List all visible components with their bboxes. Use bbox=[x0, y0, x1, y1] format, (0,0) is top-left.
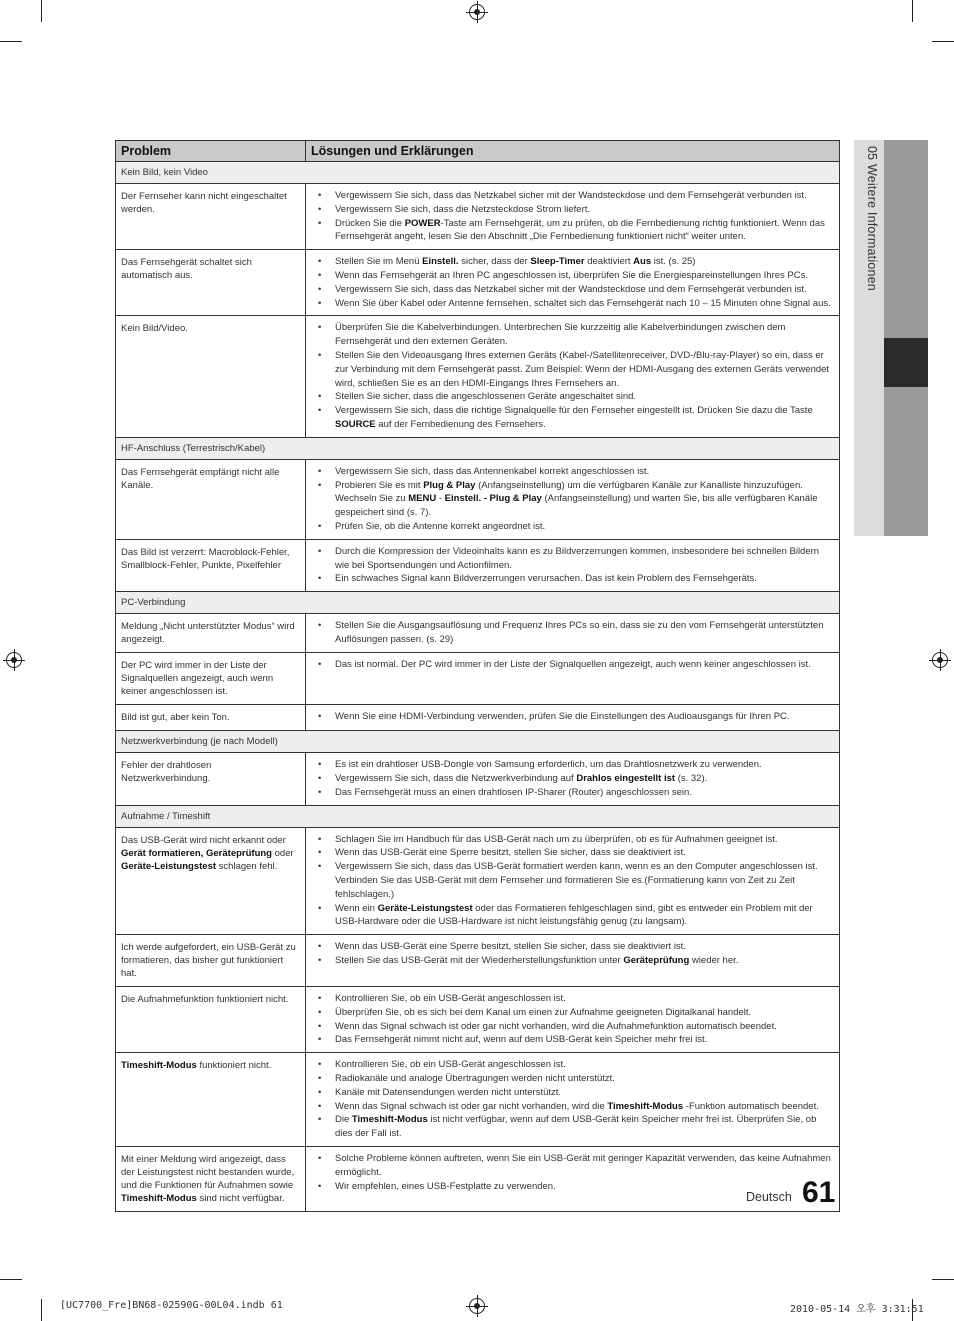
list-item: • Kontrollieren Sie, ob ein USB-Gerät angeschlossen ist. bbox=[310, 992, 835, 1006]
chapter-tab-label: 05 Weitere Informationen bbox=[865, 146, 879, 291]
solution-list bbox=[310, 940, 835, 968]
section-title: Aufnahme / Timeshift bbox=[116, 805, 840, 827]
list-item: • Wenn ein Geräte-Leistungstest oder das Formatieren fehlgeschlagen sind, gibt es entweder ein Problem mit der USB-Hardware oder die USB-Hardware ist nicht leistungsfähig genug (zu langsam). bbox=[310, 902, 835, 930]
list-item: • Überprüfen Sie, ob es sich bei dem Kanal um einen zur Aufnahme geeigneten Digitalkanal handelt. bbox=[310, 1006, 835, 1020]
registration-mark-icon bbox=[469, 4, 485, 20]
registration-mark-icon bbox=[932, 652, 948, 668]
imprint-date: 2010-05-14 오후 3:31:51 bbox=[790, 1304, 924, 1315]
list-item: • Stellen Sie den Videoausgang Ihres externen Geräts (Kabel-/Satellitenreceiver, DVD-/Blu-ray-Player) so ein, dass er zur Verbindung mit dem Fernsehgerät passt. Zum Beispiel: Wenn der HDMI-Ausgang des externen Geräts verwendet wird, schließen Sie es an den HDMI-Eingangs Ihres Fernsehers an. bbox=[310, 349, 835, 390]
list-item: • Wenn das Signal schwach ist oder gar nicht vorhanden, wird die Timeshift-Modus -Funktion automatisch beendet. bbox=[310, 1100, 835, 1114]
solutions-cell bbox=[306, 539, 840, 591]
problem-cell: Der Fernseher kann nicht eingeschaltet werden. bbox=[116, 184, 306, 250]
section-row bbox=[116, 592, 840, 614]
table-row bbox=[116, 653, 840, 705]
table-row bbox=[116, 935, 840, 987]
list-item: • Vergewissern Sie sich, dass das Antennenkabel korrekt angeschlossen ist. bbox=[310, 465, 835, 479]
section-title: PC-Verbindung bbox=[116, 592, 840, 614]
solutions-cell bbox=[306, 753, 840, 805]
troubleshooting-table bbox=[115, 140, 840, 1212]
list-item: • Die Timeshift-Modus ist nicht verfügbar, wenn auf dem USB-Gerät kein Speicher mehr frei ist. Überprüfen Sie, ob dies der Fall ist. bbox=[310, 1113, 835, 1141]
list-item: • Stellen Sie das USB-Gerät mit der Wiederherstellungsfunktion unter Geräteprüfung wieder her. bbox=[310, 954, 835, 968]
table-row bbox=[116, 705, 840, 731]
chapter-tab-marker bbox=[884, 338, 928, 387]
list-item: • Kanäle mit Datensendungen werden nicht unterstützt. bbox=[310, 1086, 835, 1100]
page-number: 61 bbox=[802, 1176, 836, 1209]
problem-cell: Timeshift-Modus funktioniert nicht. bbox=[116, 1053, 306, 1147]
section-row bbox=[116, 437, 840, 459]
solution-list bbox=[310, 545, 835, 586]
crop-mark bbox=[932, 1279, 954, 1280]
problem-cell: Der PC wird immer in der Liste der Signalquellen angezeigt, auch wenn keiner angeschlossen ist. bbox=[116, 653, 306, 705]
header-solutions: Lösungen und Erklärungen bbox=[306, 141, 840, 162]
table-header-row bbox=[116, 141, 840, 162]
registration-mark-icon bbox=[6, 652, 22, 668]
footer-language: Deutsch bbox=[746, 1190, 792, 1204]
solutions-cell bbox=[306, 705, 840, 731]
solutions-cell bbox=[306, 827, 840, 935]
list-item: • Es ist ein drahtloser USB-Dongle von Samsung erforderlich, um das Drahtlosnetzwerk zu verwenden. bbox=[310, 758, 835, 772]
solution-list bbox=[310, 619, 835, 647]
solution-list bbox=[310, 465, 835, 534]
solution-list bbox=[310, 1152, 835, 1193]
list-item: • Vergewissern Sie sich, dass die Netzsteckdose Strom liefert. bbox=[310, 203, 835, 217]
solutions-cell bbox=[306, 614, 840, 653]
problem-cell: Ich werde aufgefordert, ein USB-Gerät zu formatieren, das bisher gut funktioniert hat. bbox=[116, 935, 306, 987]
solution-list bbox=[310, 710, 835, 724]
solutions-cell bbox=[306, 459, 840, 539]
list-item: • Schlagen Sie im Handbuch für das USB-Gerät nach um zu überprüfen, ob es für Aufnahmen geeignet ist. bbox=[310, 833, 835, 847]
table-row bbox=[116, 250, 840, 316]
section-title: Netzwerkverbindung (je nach Modell) bbox=[116, 731, 840, 753]
list-item: • Das Fernsehgerät nimmt nicht auf, wenn auf dem USB-Gerät kein Speicher mehr frei ist. bbox=[310, 1033, 835, 1047]
section-row bbox=[116, 731, 840, 753]
list-item: • Vergewissern Sie sich, dass die Netzwerkverbindung auf Drahlos eingestellt ist (s. 32). bbox=[310, 772, 835, 786]
table-row bbox=[116, 1053, 840, 1147]
solution-list bbox=[310, 992, 835, 1047]
solution-list bbox=[310, 658, 835, 672]
problem-cell: Die Aufnahmefunktion funktioniert nicht. bbox=[116, 987, 306, 1053]
table-body bbox=[116, 162, 840, 1212]
list-item: • Drücken Sie die POWER-Taste am Fernsehgerät, um zu prüfen, ob die Fernbedienung richtig funktioniert. Wenn das Fernsehgerät angeht, lesen Sie den Abschnitt „Die Fernbedienung funktioniert nicht“ weiter unten. bbox=[310, 217, 835, 245]
list-item: • Vergewissern Sie sich, dass das Netzkabel sicher mit der Wandsteckdose und dem Fernsehgerät verbunden ist. bbox=[310, 189, 835, 203]
crop-mark bbox=[912, 0, 913, 22]
problem-cell: Das Fernsehgerät empfängt nicht alle Kanäle. bbox=[116, 459, 306, 539]
section-title: Kein Bild, kein Video bbox=[116, 162, 840, 184]
list-item: • Wenn Sie über Kabel oder Antenne fernsehen, schaltet sich das Fernsehgerät nach 10 – 15 Minuten ohne Signal aus. bbox=[310, 297, 835, 311]
solution-list bbox=[310, 1058, 835, 1141]
list-item: • Durch die Kompression der Videoinhalts kann es zu Bildverzerrungen kommen, insbesondere bei schnellen Bildern wie bei Sportsendungen und Actionfilmen. bbox=[310, 545, 835, 573]
list-item: • Überprüfen Sie die Kabelverbindungen. Unterbrechen Sie kurzzeitig alle Kabelverbindungen zwischen dem Fernsehgerät und den externen Geräten. bbox=[310, 321, 835, 349]
list-item: • Vergewissern Sie sich, dass das Netzkabel sicher mit der Wandsteckdose und dem Fernsehgerät verbunden ist. bbox=[310, 283, 835, 297]
solutions-cell bbox=[306, 250, 840, 316]
table-row bbox=[116, 184, 840, 250]
solutions-cell bbox=[306, 987, 840, 1053]
problem-cell: Bild ist gut, aber kein Ton. bbox=[116, 705, 306, 731]
crop-mark bbox=[41, 1299, 42, 1321]
problem-cell: Meldung „Nicht unterstützter Modus“ wird angezeigt. bbox=[116, 614, 306, 653]
list-item: • Stellen Sie sicher, dass die angeschlossenen Geräte angeschaltet sind. bbox=[310, 390, 835, 404]
solutions-cell bbox=[306, 184, 840, 250]
solutions-cell bbox=[306, 935, 840, 987]
crop-mark bbox=[932, 41, 954, 42]
solution-list bbox=[310, 833, 835, 930]
list-item: • Vergewissern Sie sich, dass die richtige Signalquelle für den Fernseher eingestellt ist. Drücken Sie dazu die Taste SOURCE auf der Fernbedienung des Fernsehers. bbox=[310, 404, 835, 432]
table-row bbox=[116, 1147, 840, 1212]
solutions-cell bbox=[306, 653, 840, 705]
solution-list bbox=[310, 189, 835, 244]
solution-list bbox=[310, 321, 835, 431]
crop-mark bbox=[0, 1279, 22, 1280]
header-problem: Problem bbox=[116, 141, 306, 162]
table-row bbox=[116, 987, 840, 1053]
list-item: • Stellen Sie die Ausgangsauflösung und Frequenz Ihres PCs so ein, dass sie zu den vom Fernsehgerät unterstützten Auflösungen passen. (s. 29) bbox=[310, 619, 835, 647]
list-item: • Radiokanäle und analoge Übertragungen werden nicht unterstützt. bbox=[310, 1072, 835, 1086]
list-item: • Das Fernsehgerät muss an einen drahtlosen IP-Sharer (Router) angeschlossen sein. bbox=[310, 786, 835, 800]
table-row bbox=[116, 827, 840, 935]
list-item: • Wir empfehlen, eines USB-Festplatte zu verwenden. bbox=[310, 1180, 835, 1194]
table-row bbox=[116, 753, 840, 805]
list-item: • Das ist normal. Der PC wird immer in der Liste der Signalquellen angezeigt, auch wenn keiner angeschlossen ist. bbox=[310, 658, 835, 672]
list-item: • Prüfen Sie, ob die Antenne korrekt angeordnet ist. bbox=[310, 520, 835, 534]
crop-mark bbox=[0, 41, 22, 42]
table-row bbox=[116, 316, 840, 437]
list-item: • Vergewissern Sie sich, dass das USB-Gerät formatiert werden kann, wenn es an den Computer angeschlossen ist. Verbinden Sie das USB-Gerät mit dem Fernseher und formatieren Sie es.(Formatierung kann von Zeit zu Zeit fehlschlagen.) bbox=[310, 860, 835, 901]
list-item: • Wenn das USB-Gerät eine Sperre besitzt, stellen Sie sicher, dass sie deaktiviert ist. bbox=[310, 940, 835, 954]
list-item: • Kontrollieren Sie, ob ein USB-Gerät angeschlossen ist. bbox=[310, 1058, 835, 1072]
solutions-cell bbox=[306, 316, 840, 437]
table-row bbox=[116, 459, 840, 539]
list-item: • Probieren Sie es mit Plug & Play (Anfangseinstellung) um die verfügbaren Kanäle zur Kanalliste hinzuzufügen. Wechseln Sie zu MENU - Einstell. - Plug & Play (Anfangseinstellung) und warten Sie, bis alle verfügbaren Kanäle gespeichert sind (s. 7). bbox=[310, 479, 835, 520]
section-row bbox=[116, 162, 840, 184]
list-item: • Wenn das Fernsehgerät an Ihren PC angeschlossen ist, überprüfen Sie die Energiespareinstellungen Ihres PCs. bbox=[310, 269, 835, 283]
section-row bbox=[116, 805, 840, 827]
problem-cell: Das USB-Gerät wird nicht erkannt oder Gerät formatieren, Geräteprüfung oder Geräte-Leistungstest schlagen fehl. bbox=[116, 827, 306, 935]
table-row bbox=[116, 614, 840, 653]
list-item: • Wenn das USB-Gerät eine Sperre besitzt, stellen Sie sicher, dass sie deaktiviert ist. bbox=[310, 846, 835, 860]
solution-list bbox=[310, 758, 835, 799]
solution-list bbox=[310, 255, 835, 310]
list-item: • Wenn das Signal schwach ist oder gar nicht vorhanden, wird die Aufnahmefunktion automatisch beendet. bbox=[310, 1020, 835, 1034]
section-title: HF-Anschluss (Terrestrisch/Kabel) bbox=[116, 437, 840, 459]
crop-mark bbox=[41, 0, 42, 22]
problem-cell: Kein Bild/Video. bbox=[116, 316, 306, 437]
problem-cell: Fehler der drahtlosen Netzwerkverbindung. bbox=[116, 753, 306, 805]
problem-cell: Das Bild ist verzerrt: Macroblock-Fehler, Smallblock-Fehler, Punkte, Pixelfehler bbox=[116, 539, 306, 591]
problem-cell: Das Fernsehgerät schaltet sich automatisch aus. bbox=[116, 250, 306, 316]
list-item: • Ein schwaches Signal kann Bildverzerrungen verursachen. Das ist kein Problem des Fernsehgeräts. bbox=[310, 572, 835, 586]
solutions-cell bbox=[306, 1053, 840, 1147]
registration-mark-icon bbox=[469, 1298, 485, 1314]
imprint-file: [UC7700_Fre]BN68-02590G-00L04.indb 61 bbox=[60, 1300, 283, 1311]
list-item: • Wenn Sie eine HDMI-Verbindung verwenden, prüfen Sie die Einstellungen des Audioausgangs für Ihren PC. bbox=[310, 710, 835, 724]
list-item: • Stellen Sie im Menü Einstell. sicher, dass der Sleep-Timer deaktiviert Aus ist. (s. 25) bbox=[310, 255, 835, 269]
table-row bbox=[116, 539, 840, 591]
problem-cell: Mit einer Meldung wird angezeigt, dass der Leistungstest nicht bestanden wurde, und die Funktionen für Aufnahmen sowie Timeshift-Modus sind nicht verfügbar. bbox=[116, 1147, 306, 1212]
list-item: • Solche Probleme können auftreten, wenn Sie ein USB-Gerät mit geringer Kapazität verwenden, das keine Aufnahmen ermöglicht. bbox=[310, 1152, 835, 1180]
